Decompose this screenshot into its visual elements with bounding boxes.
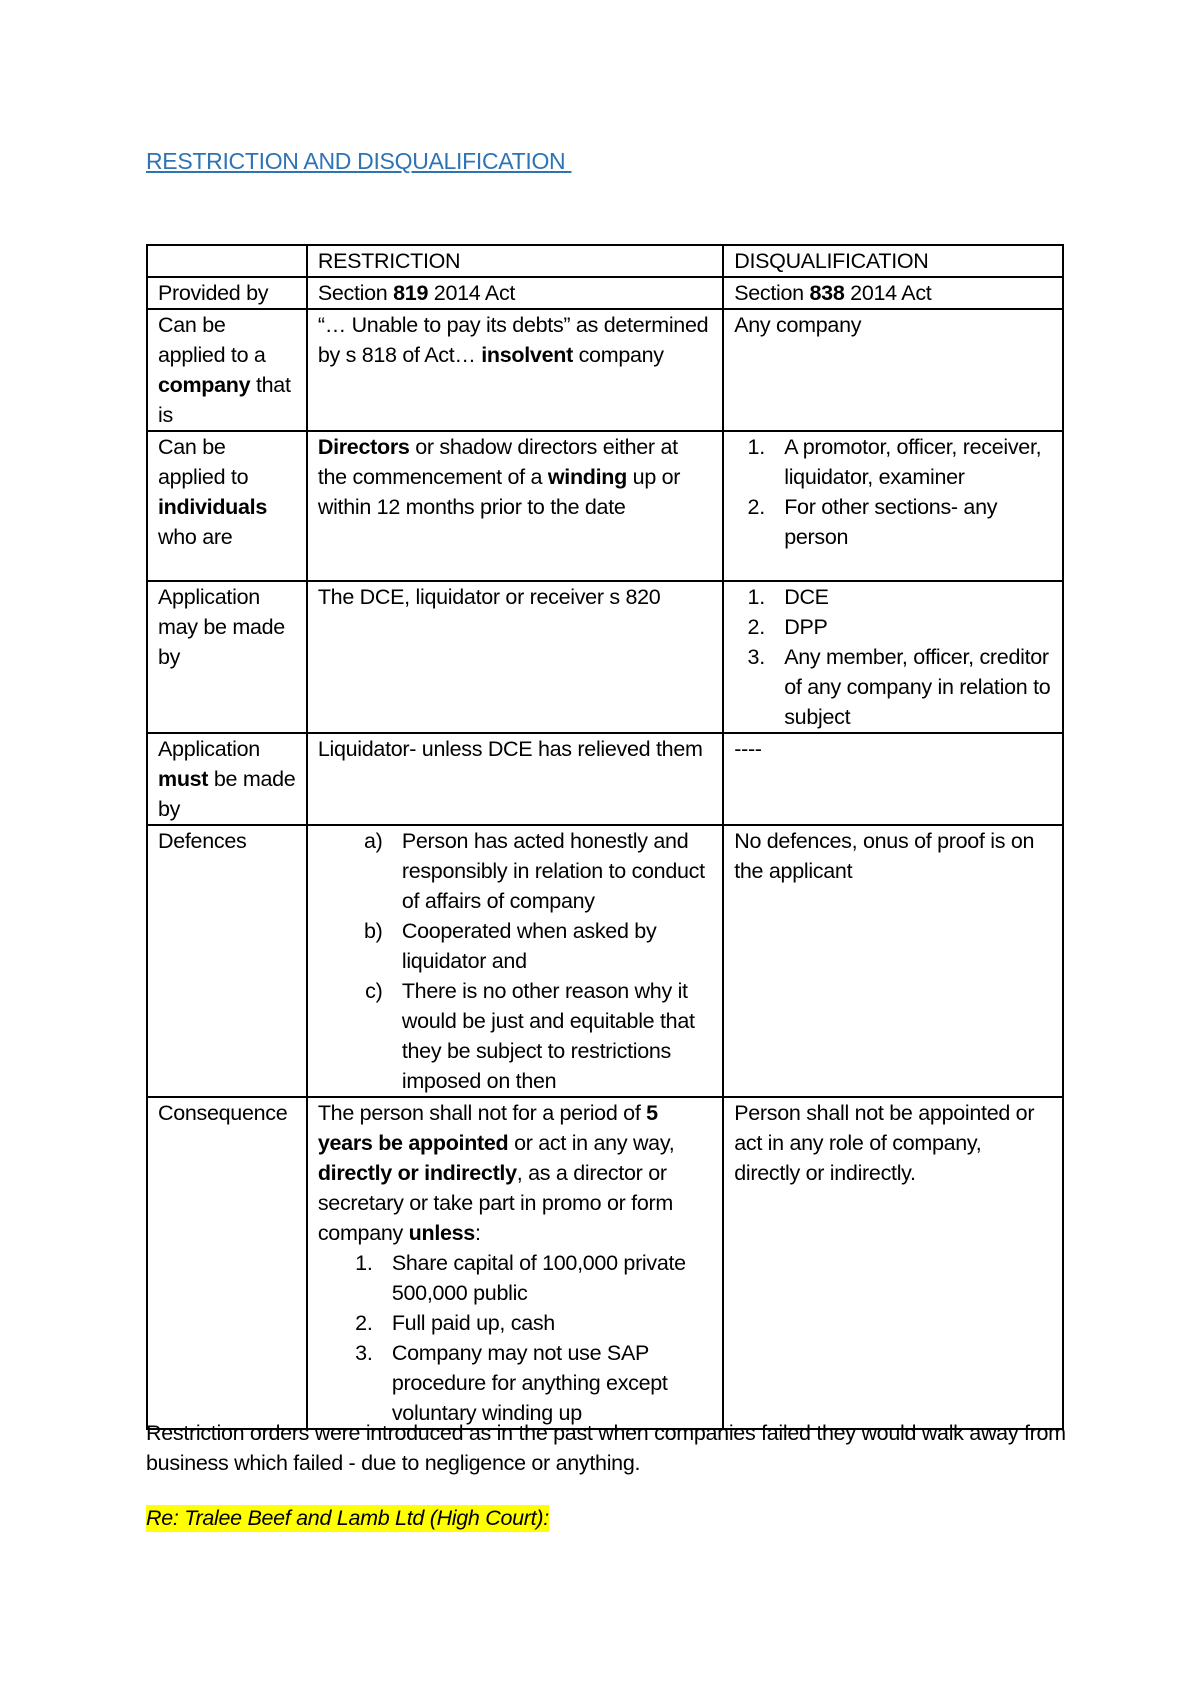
restriction-cell: Directors or shadow directors either at the commencement of a winding up or within 12 months prior to the date [307,431,723,581]
table-row-defences [147,825,1063,1097]
list-item: 2. For other sections- any person [776,492,1052,552]
table-row-individuals [147,431,1063,581]
table-header-row [147,245,1063,277]
numbered-list [318,1248,712,1428]
list-item: 2. DPP [776,612,1052,642]
row-label: Application must be made by [147,733,307,825]
list-item: c. There is no other reason why it would be just and equitable that they be subject to restrictions imposed on then [394,976,712,1096]
disqualification-cell: Section 838 2014 Act [723,277,1063,309]
numbered-list [734,432,1052,552]
consequence-text: The person shall not for a period of 5 years be appointed or act in any way, directly or indirectly, as a director or secretary or take part in promo or form company unless: [317,1101,675,1245]
table-row-provided-by [147,277,1063,309]
page-title: RESTRICTION AND DISQUALIFICATION [146,148,572,174]
table-row-must-apply [147,733,1063,825]
table-row-consequence [147,1097,1063,1429]
header-cell-disqualification: DISQUALIFICATION [723,245,1063,277]
disqualification-cell: Any company [723,309,1063,431]
disqualification-cell [723,581,1063,733]
restriction-cell: Section 819 2014 Act [307,277,723,309]
row-label: Can be applied to a company that is [147,309,307,431]
list-item: 3. Company may not use SAP procedure for anything except voluntary winding up [384,1338,712,1428]
disqualification-cell: ---- [723,733,1063,825]
case-heading: Re: Tralee Beef and Lamb Ltd (High Court): [146,1506,549,1530]
list-item: 3. Any member, officer, creditor of any company in relation to subject [776,642,1052,732]
row-label: Application may be made by [147,581,307,733]
row-label: Provided by [147,277,307,309]
restriction-cell [307,825,723,1097]
disqualification-cell: No defences, onus of proof is on the applicant [723,825,1063,1097]
list-item: 1. DCE [776,582,1052,612]
disqualification-cell: Person shall not be appointed or act in any role of company, directly or indirectly. [723,1097,1063,1429]
list-item: 1. Share capital of 100,000 private 500,000 public [384,1248,712,1308]
list-item: 1. A promotor, officer, receiver, liquidator, examiner [776,432,1052,492]
disqualification-cell [723,431,1063,581]
header-cell-empty [147,245,307,277]
list-item: 2. Full paid up, cash [384,1308,712,1338]
numbered-list [734,582,1052,732]
body-paragraph: Restriction orders were introduced as in the past when companies failed they would walk away from business which failed - due to negligence or anything. [146,1421,1066,1475]
list-item: b. Cooperated when asked by liquidator and [394,916,712,976]
lettered-list [318,826,712,1096]
restriction-cell: “… Unable to pay its debts” as determined by s 818 of Act… insolvent company [307,309,723,431]
comparison-table [146,244,1064,1430]
row-label: Can be applied to individuals who are [147,431,307,581]
restriction-cell: The DCE, liquidator or receiver s 820 [307,581,723,733]
table-row-may-apply [147,581,1063,733]
restriction-cell [307,1097,723,1429]
row-label: Defences [147,825,307,1097]
header-cell-restriction: RESTRICTION [307,245,723,277]
restriction-cell: Liquidator- unless DCE has relieved them [307,733,723,825]
row-label: Consequence [147,1097,307,1429]
table-row-company [147,309,1063,431]
list-item: a. Person has acted honestly and responsibly in relation to conduct of affairs of company [394,826,712,916]
